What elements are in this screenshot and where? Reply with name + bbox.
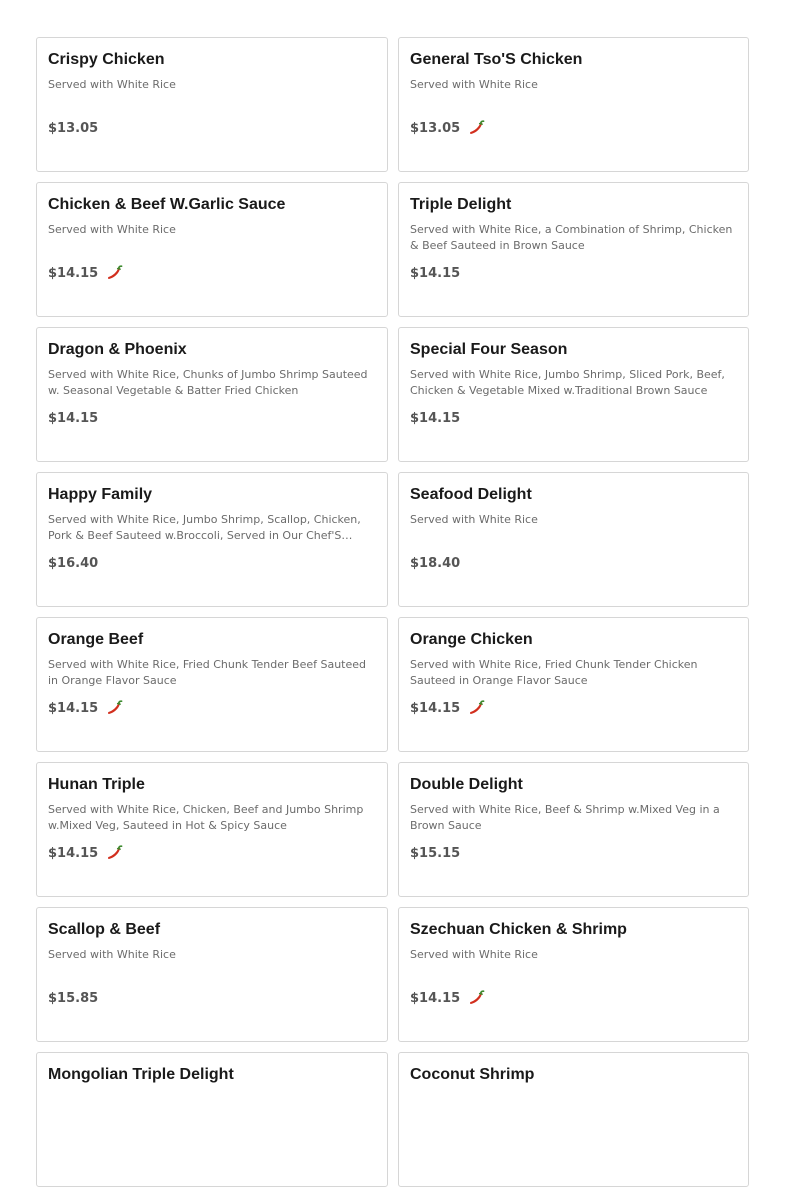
menu-item-name: Orange Chicken: [410, 631, 533, 648]
menu-item-name: Chicken & Beef W.Garlic Sauce: [48, 196, 286, 213]
menu-item-description: Served with White Rice, Jumbo Shrimp, Sliced Pork, Beef, Chicken & Vegetable Mixed w.Traditional Brown Sauce: [410, 368, 725, 397]
menu-item-description: Served with White Rice, Fried Chunk Tender Beef Sauteed in Orange Flavor Sauce: [48, 658, 367, 687]
menu-item-price: $14.15: [48, 845, 99, 861]
menu-item-card[interactable]: [36, 617, 388, 752]
menu-item-price: $14.15: [410, 990, 461, 1006]
menu-item-price-row: [410, 844, 737, 862]
menu-item-description: Served with White Rice, Chunks of Jumbo Shrimp Sauteed w. Seasonal Vegetable & Batter Fried Chicken: [48, 368, 368, 397]
menu-item-name: Special Four Season: [410, 341, 568, 358]
chili-pepper-icon: [106, 264, 124, 282]
menu-item-card[interactable]: [36, 762, 388, 897]
menu-item-name: Scallop & Beef: [48, 921, 161, 938]
menu-item-price-row: [48, 119, 376, 137]
menu-item-card[interactable]: [398, 907, 749, 1042]
menu-item-card[interactable]: [36, 472, 388, 607]
menu-item-description: Served with White Rice: [410, 948, 538, 961]
menu-item-price-row: [410, 264, 737, 282]
menu-item-name: General Tso'S Chicken: [410, 51, 583, 68]
menu-item-name: Mongolian Triple Delight: [48, 1066, 234, 1083]
menu-item-price: $14.15: [410, 265, 461, 281]
menu-item-price-row: [48, 554, 376, 572]
chili-pepper-icon: [106, 844, 124, 862]
menu-item-name: Dragon & Phoenix: [48, 341, 187, 358]
menu-item-description: Served with White Rice, Chicken, Beef and Jumbo Shrimp w.Mixed Veg, Sauteed in Hot & Spicy Sauce: [48, 803, 364, 832]
menu-item-price-row: [410, 699, 737, 717]
menu-item-card[interactable]: [398, 1052, 749, 1187]
menu-item-price: $14.15: [410, 410, 461, 426]
menu-item-name: Szechuan Chicken & Shrimp: [410, 921, 627, 938]
menu-item-description: Served with White Rice: [410, 513, 538, 526]
menu-item-price-row: [48, 699, 376, 717]
menu-item-name: Happy Family: [48, 486, 153, 503]
menu-item-card[interactable]: [398, 762, 749, 897]
menu-item-name: Hunan Triple: [48, 776, 145, 793]
menu-item-card[interactable]: [36, 1052, 388, 1187]
chili-pepper-icon: [468, 989, 486, 1007]
chili-pepper-icon: [468, 119, 486, 137]
menu-item-name: Coconut Shrimp: [410, 1066, 535, 1083]
menu-item-price-row: [48, 409, 376, 427]
menu-item-price: $15.15: [410, 845, 461, 861]
menu-item-card[interactable]: [398, 617, 749, 752]
menu-item-price: $14.15: [48, 700, 99, 716]
menu-item-card[interactable]: [398, 37, 749, 172]
menu-item-price: $18.40: [410, 555, 461, 571]
menu-item-price-row: [48, 989, 376, 1007]
menu-item-description: Served with White Rice, Fried Chunk Tender Chicken Sauteed in Orange Flavor Sauce: [410, 658, 698, 687]
menu-item-price: $13.05: [410, 120, 461, 136]
menu-item-price-row: [410, 554, 737, 572]
menu-item-card[interactable]: [398, 327, 749, 462]
menu-item-price: $14.15: [48, 265, 99, 281]
menu-item-card[interactable]: [36, 907, 388, 1042]
menu-item-price: $14.15: [410, 700, 461, 716]
menu-item-description: Served with White Rice, Jumbo Shrimp, Scallop, Chicken, Pork & Beef Sauteed w.Broccoli, Served in Our Chef'S…: [48, 513, 361, 542]
menu-item-price: $14.15: [48, 410, 99, 426]
menu-item-name: Seafood Delight: [410, 486, 532, 503]
menu-item-name: Triple Delight: [410, 196, 512, 213]
menu-item-description: Served with White Rice, a Combination of Shrimp, Chicken & Beef Sauteed in Brown Sauce: [410, 223, 733, 252]
menu-item-card[interactable]: [398, 182, 749, 317]
menu-item-price: $13.05: [48, 120, 99, 136]
menu-item-price-row: [48, 264, 376, 282]
chili-pepper-icon: [106, 699, 124, 717]
menu-item-name: Crispy Chicken: [48, 51, 165, 68]
menu-item-description: Served with White Rice, Beef & Shrimp w.Mixed Veg in a Brown Sauce: [410, 803, 720, 832]
menu-item-card[interactable]: [36, 182, 388, 317]
menu-item-name: Double Delight: [410, 776, 523, 793]
menu-item-price-row: [410, 409, 737, 427]
menu-item-description: Served with White Rice: [48, 948, 176, 961]
menu-item-card[interactable]: [398, 472, 749, 607]
menu-item-price-row: [48, 844, 376, 862]
menu-item-name: Orange Beef: [48, 631, 144, 648]
chili-pepper-icon: [468, 699, 486, 717]
menu-item-price: $16.40: [48, 555, 99, 571]
menu-item-description: Served with White Rice: [48, 78, 176, 91]
menu-items-grid: [36, 37, 749, 1187]
menu-item-description: Served with White Rice: [410, 78, 538, 91]
menu-item-price-row: [410, 989, 737, 1007]
menu-item-card[interactable]: [36, 37, 388, 172]
menu-item-price: $15.85: [48, 990, 99, 1006]
menu-item-description: Served with White Rice: [48, 223, 176, 236]
menu-item-price-row: [410, 119, 737, 137]
menu-item-card[interactable]: [36, 327, 388, 462]
